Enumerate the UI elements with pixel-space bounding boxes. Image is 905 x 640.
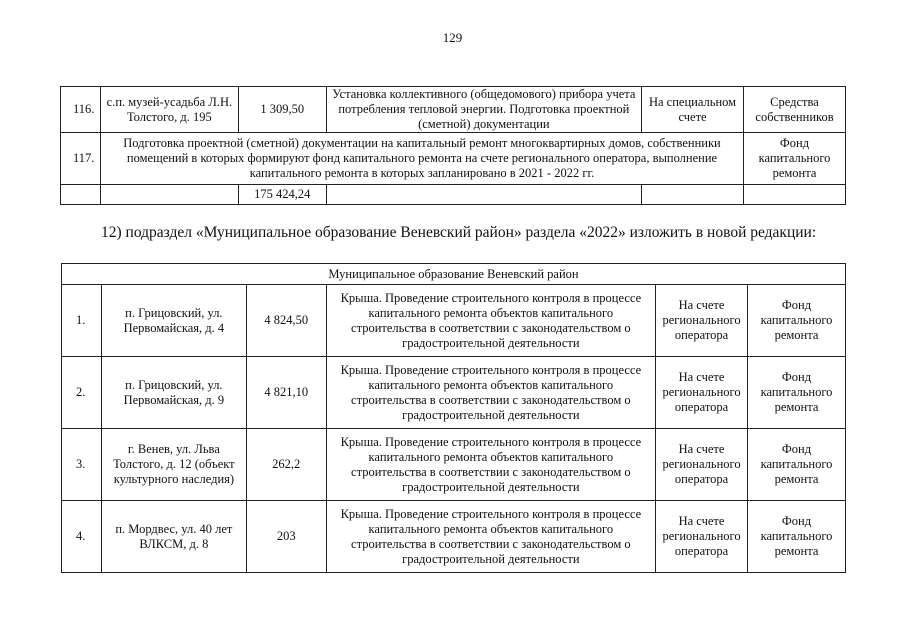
empty-cell xyxy=(744,185,846,205)
instruction-paragraph: 12) подраздел «Муниципальное образование Веневский район» раздела «2022» изложить в новой редакции: xyxy=(101,224,817,241)
funds-source-cell: Фонд капитального ремонта xyxy=(748,501,846,573)
total-amount-cell: 175 424,24 xyxy=(238,185,326,205)
account-cell: На счете регионального оператора xyxy=(656,501,748,573)
account-cell: На счете регионального оператора xyxy=(656,285,748,357)
amount-cell: 4 821,10 xyxy=(246,357,326,429)
funds-source-cell: Средства собственников xyxy=(744,87,846,133)
address-cell: п. Грицовский, ул. Первомайская, д. 9 xyxy=(101,357,246,429)
work-description-cell: Крыша. Проведение строительного контроля в процессе капитального ремонта объектов капитального строительства в соответствии с законодательством о градостроительной деятельности xyxy=(326,429,655,501)
work-description-cell: Крыша. Проведение строительного контроля в процессе капитального ремонта объектов капитального строительства в соответствии с законодательством о градостроительной деятельности xyxy=(326,357,655,429)
table-row xyxy=(61,87,846,133)
previous-section-table xyxy=(60,86,846,205)
row-number: 116. xyxy=(61,87,101,133)
row-number: 2. xyxy=(62,357,102,429)
table-row xyxy=(62,429,846,501)
funds-source-cell: Фонд капитального ремонта xyxy=(748,429,846,501)
table-row xyxy=(62,357,846,429)
work-description-cell: Установка коллективного (общедомового) прибора учета потребления тепловой энергии. Подготовка проектной (сметной) документации xyxy=(326,87,641,133)
row-number: 4. xyxy=(62,501,102,573)
amount-cell: 4 824,50 xyxy=(246,285,326,357)
funds-source-cell: Фонд капитального ремонта xyxy=(748,285,846,357)
funds-source-cell: Фонд капитального ремонта xyxy=(748,357,846,429)
account-cell: На счете регионального оператора xyxy=(656,357,748,429)
section-title: Муниципальное образование Веневский район xyxy=(62,264,846,285)
work-description-cell: Крыша. Проведение строительного контроля в процессе капитального ремонта объектов капитального строительства в соответствии с законодательством о градостроительной деятельности xyxy=(326,501,655,573)
table-row xyxy=(61,133,846,185)
funds-source-cell: Фонд капитального ремонта xyxy=(744,133,846,185)
row-number: 1. xyxy=(62,285,102,357)
amount-cell: 262,2 xyxy=(246,429,326,501)
table-row xyxy=(62,501,846,573)
page-number: 129 xyxy=(442,30,463,45)
account-cell: На счете регионального оператора xyxy=(656,429,748,501)
empty-cell xyxy=(326,185,641,205)
empty-cell xyxy=(100,185,238,205)
total-row xyxy=(61,185,846,205)
table-row xyxy=(62,285,846,357)
section-header-row xyxy=(62,264,846,285)
account-cell: На специальном счете xyxy=(642,87,744,133)
address-cell: с.п. музей-усадьба Л.Н. Толстого, д. 195 xyxy=(100,87,238,133)
address-cell: г. Венев, ул. Льва Толстого, д. 12 (объект культурного наследия) xyxy=(101,429,246,501)
work-description-cell: Подготовка проектной (сметной) документации на капитальный ремонт многоквартирных домов, собственники помещений в которых формируют фонд капитального ремонта на счете регионального оператора, выполнение капитального ремонта в которых запланировано в 2021 - 2022 гг. xyxy=(100,133,743,185)
venev-district-table xyxy=(61,263,846,573)
address-cell: п. Грицовский, ул. Первомайская, д. 4 xyxy=(101,285,246,357)
row-number: 117. xyxy=(61,133,101,185)
row-number: 3. xyxy=(62,429,102,501)
empty-cell xyxy=(642,185,744,205)
empty-cell xyxy=(61,185,101,205)
work-description-cell: Крыша. Проведение строительного контроля в процессе капитального ремонта объектов капитального строительства в соответствии с законодательством о градостроительной деятельности xyxy=(326,285,655,357)
amount-cell: 203 xyxy=(246,501,326,573)
amount-cell: 1 309,50 xyxy=(238,87,326,133)
address-cell: п. Мордвес, ул. 40 лет ВЛКСМ, д. 8 xyxy=(101,501,246,573)
